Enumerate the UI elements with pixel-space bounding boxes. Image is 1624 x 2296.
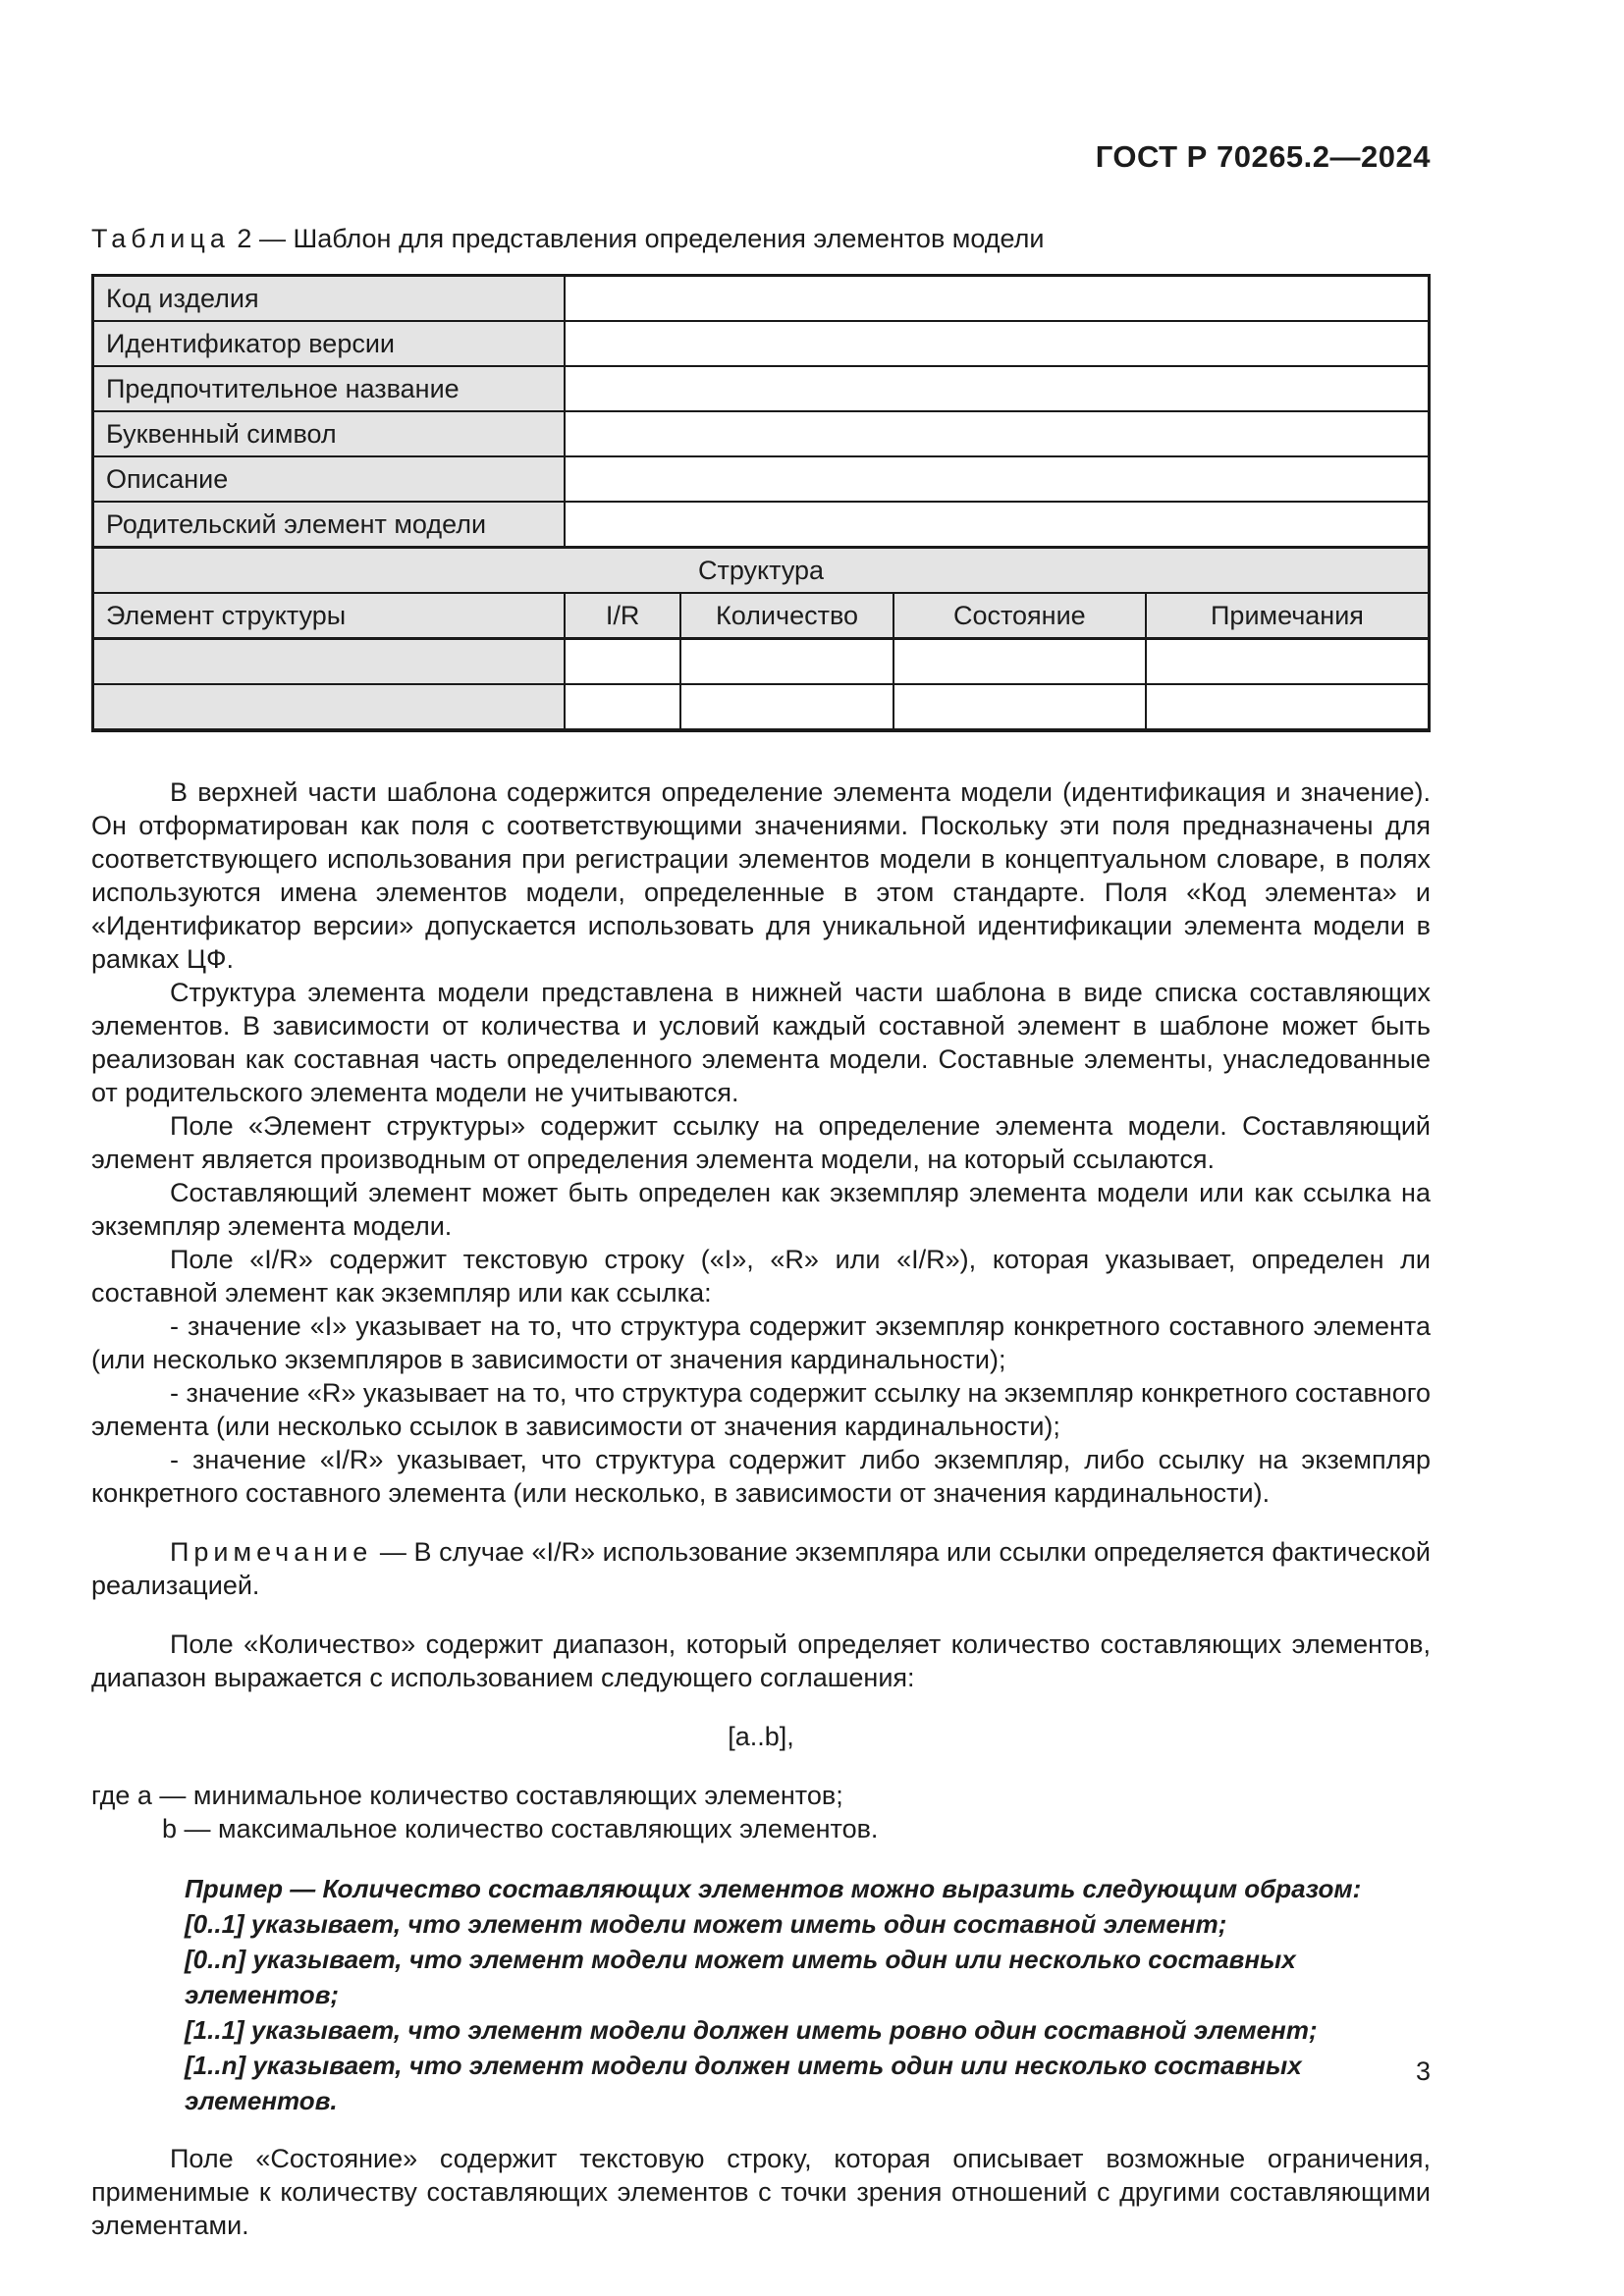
empty-cell bbox=[1146, 639, 1430, 685]
dash-list-item: - значение «I» указывает на то, что структура содержит экземпляр конкретного составного элемента (или несколько экземпляров в зависимости от значения кардинальности); bbox=[91, 1311, 1431, 1374]
structure-section-row bbox=[93, 548, 1430, 594]
empty-structure-row bbox=[93, 684, 1430, 730]
body-text bbox=[91, 775, 1431, 2242]
empty-cell bbox=[93, 639, 565, 685]
field-label-cell: Предпочтительное название bbox=[93, 366, 565, 411]
field-value-cell bbox=[565, 276, 1430, 322]
range-formula: [a..b], bbox=[728, 1722, 794, 1751]
dash-list-item: - значение «R» указывает на то, что структура содержит ссылку на экземпляр конкретного составного элемента (или несколько ссылок в зависимости от значения кардинальности); bbox=[91, 1378, 1431, 1441]
note-text: — В случае «I/R» использование экземпляра или ссылки определяется фактической реализацией. bbox=[91, 1537, 1431, 1600]
example-title: Пример — Количество составляющих элементов можно выразить следующим образом: bbox=[185, 1874, 1362, 1903]
where-item-b: b — максимальное количество составляющих элементов. bbox=[162, 1814, 879, 1843]
field-row bbox=[93, 321, 1430, 366]
empty-cell bbox=[893, 639, 1146, 685]
paragraph: Поле «Количество» содержит диапазон, который определяет количество составляющих элементов, диапазон выражается с использованием следующего соглашения: bbox=[91, 1629, 1431, 1692]
field-value-cell bbox=[565, 411, 1430, 456]
structure-section-header: Структура bbox=[93, 548, 1430, 594]
field-row bbox=[93, 456, 1430, 502]
field-label-cell: Буквенный символ bbox=[93, 411, 565, 456]
empty-cell bbox=[893, 684, 1146, 730]
empty-cell bbox=[680, 684, 893, 730]
field-row bbox=[93, 411, 1430, 456]
paragraph: Структура элемента модели представлена в нижней части шаблона в виде списка составляющих элементов. В зависимости от количества и условий каждый составной элемент в шаблоне может быть реализован как составная часть определенного элемента модели. Составные элементы, унаследованные от родительского элемента модели не учитываются. bbox=[91, 978, 1431, 1107]
column-header-cell: Количество bbox=[680, 593, 893, 639]
paragraph: Поле «I/R» содержит текстовую строку («I», «R» или «I/R»), которая указывает, определен ли составной элемент как экземпляр или как ссылка: bbox=[91, 1245, 1431, 1308]
field-label-cell: Родительский элемент модели bbox=[93, 502, 565, 548]
field-value-cell bbox=[565, 321, 1430, 366]
where-item-a: где a — минимальное количество составляющих элементов; bbox=[91, 1781, 843, 1810]
field-label-cell: Идентификатор версии bbox=[93, 321, 565, 366]
table-caption-number: 2 bbox=[237, 224, 252, 253]
empty-cell bbox=[565, 684, 680, 730]
field-value-cell bbox=[565, 456, 1430, 502]
column-header-row bbox=[93, 593, 1430, 639]
dash-list-item: - значение «I/R» указывает, что структура содержит либо экземпляр, либо ссылку на экземпляр конкретного составного элемента (или несколько, в зависимости от значения кардинальности). bbox=[91, 1445, 1431, 1508]
paragraph: Составляющий элемент может быть определен как экземпляр элемента модели или как ссылка на экземпляр элемента модели. bbox=[91, 1178, 1431, 1241]
column-header-cell: Примечания bbox=[1146, 593, 1430, 639]
empty-cell bbox=[680, 639, 893, 685]
empty-cell bbox=[565, 639, 680, 685]
model-element-template-table bbox=[91, 274, 1431, 732]
field-value-cell bbox=[565, 366, 1430, 411]
field-row bbox=[93, 366, 1430, 411]
empty-structure-row bbox=[93, 639, 1430, 685]
table-caption bbox=[91, 224, 1431, 254]
page-number: 3 bbox=[1415, 2056, 1431, 2086]
example-line: [0..1] указывает, что элемент модели может иметь один составной элемент; bbox=[185, 1909, 1227, 1939]
paragraph: Поле «Элемент структуры» содержит ссылку на определение элемента модели. Составляющий элемент является производным от определения элемента модели, на который ссылаются. bbox=[91, 1111, 1431, 1174]
example-line: [1..1] указывает, что элемент модели должен иметь ровно один составной элемент; bbox=[185, 2015, 1318, 2045]
table-caption-word: Таблица bbox=[91, 224, 230, 253]
page-content bbox=[91, 139, 1431, 2242]
field-value-cell bbox=[565, 502, 1430, 548]
paragraph: В верхней части шаблона содержится определение элемента модели (идентификация и значение). Он отформатирован как поля с соответствующими значениями. Поскольку эти поля предназначены для соответствующего использования при регистрации элементов модели в концептуальном словаре, в полях используются имена элементов модели, определенные в этом стандарте. Поля «Код элемента» и «Идентификатор версии» допускается использовать для уникальной идентификации элемента модели в рамках ЦФ. bbox=[91, 777, 1431, 974]
where-list bbox=[91, 1779, 1431, 1845]
standard-designation: ГОСТ Р 70265.2—2024 bbox=[1095, 139, 1431, 174]
table-caption-dash: — bbox=[258, 224, 286, 253]
field-label-cell: Код изделия bbox=[93, 276, 565, 322]
example-block bbox=[185, 1871, 1431, 2118]
column-header-cell: Состояние bbox=[893, 593, 1146, 639]
column-header-cell: I/R bbox=[565, 593, 680, 639]
empty-cell bbox=[1146, 684, 1430, 730]
example-line: [0..n] указывает, что элемент модели может иметь один или несколько составных элементов; bbox=[185, 1945, 1296, 2009]
column-header-cell: Элемент структуры bbox=[93, 593, 565, 639]
example-line: [1..n] указывает, что элемент модели должен иметь один или несколько составных элементов. bbox=[185, 2051, 1302, 2115]
paragraph: Поле «Состояние» содержит текстовую строку, которая описывает возможные ограничения, применимые к количеству составляющих элементов с точки зрения отношений с другими составляющими элементами. bbox=[91, 2144, 1431, 2240]
empty-cell bbox=[93, 684, 565, 730]
field-row bbox=[93, 276, 1430, 322]
note-label: Примечание bbox=[170, 1537, 373, 1567]
field-row bbox=[93, 502, 1430, 548]
note bbox=[91, 1535, 1431, 1602]
table-caption-text: Шаблон для представления определения элементов модели bbox=[293, 224, 1045, 253]
field-label-cell: Описание bbox=[93, 456, 565, 502]
